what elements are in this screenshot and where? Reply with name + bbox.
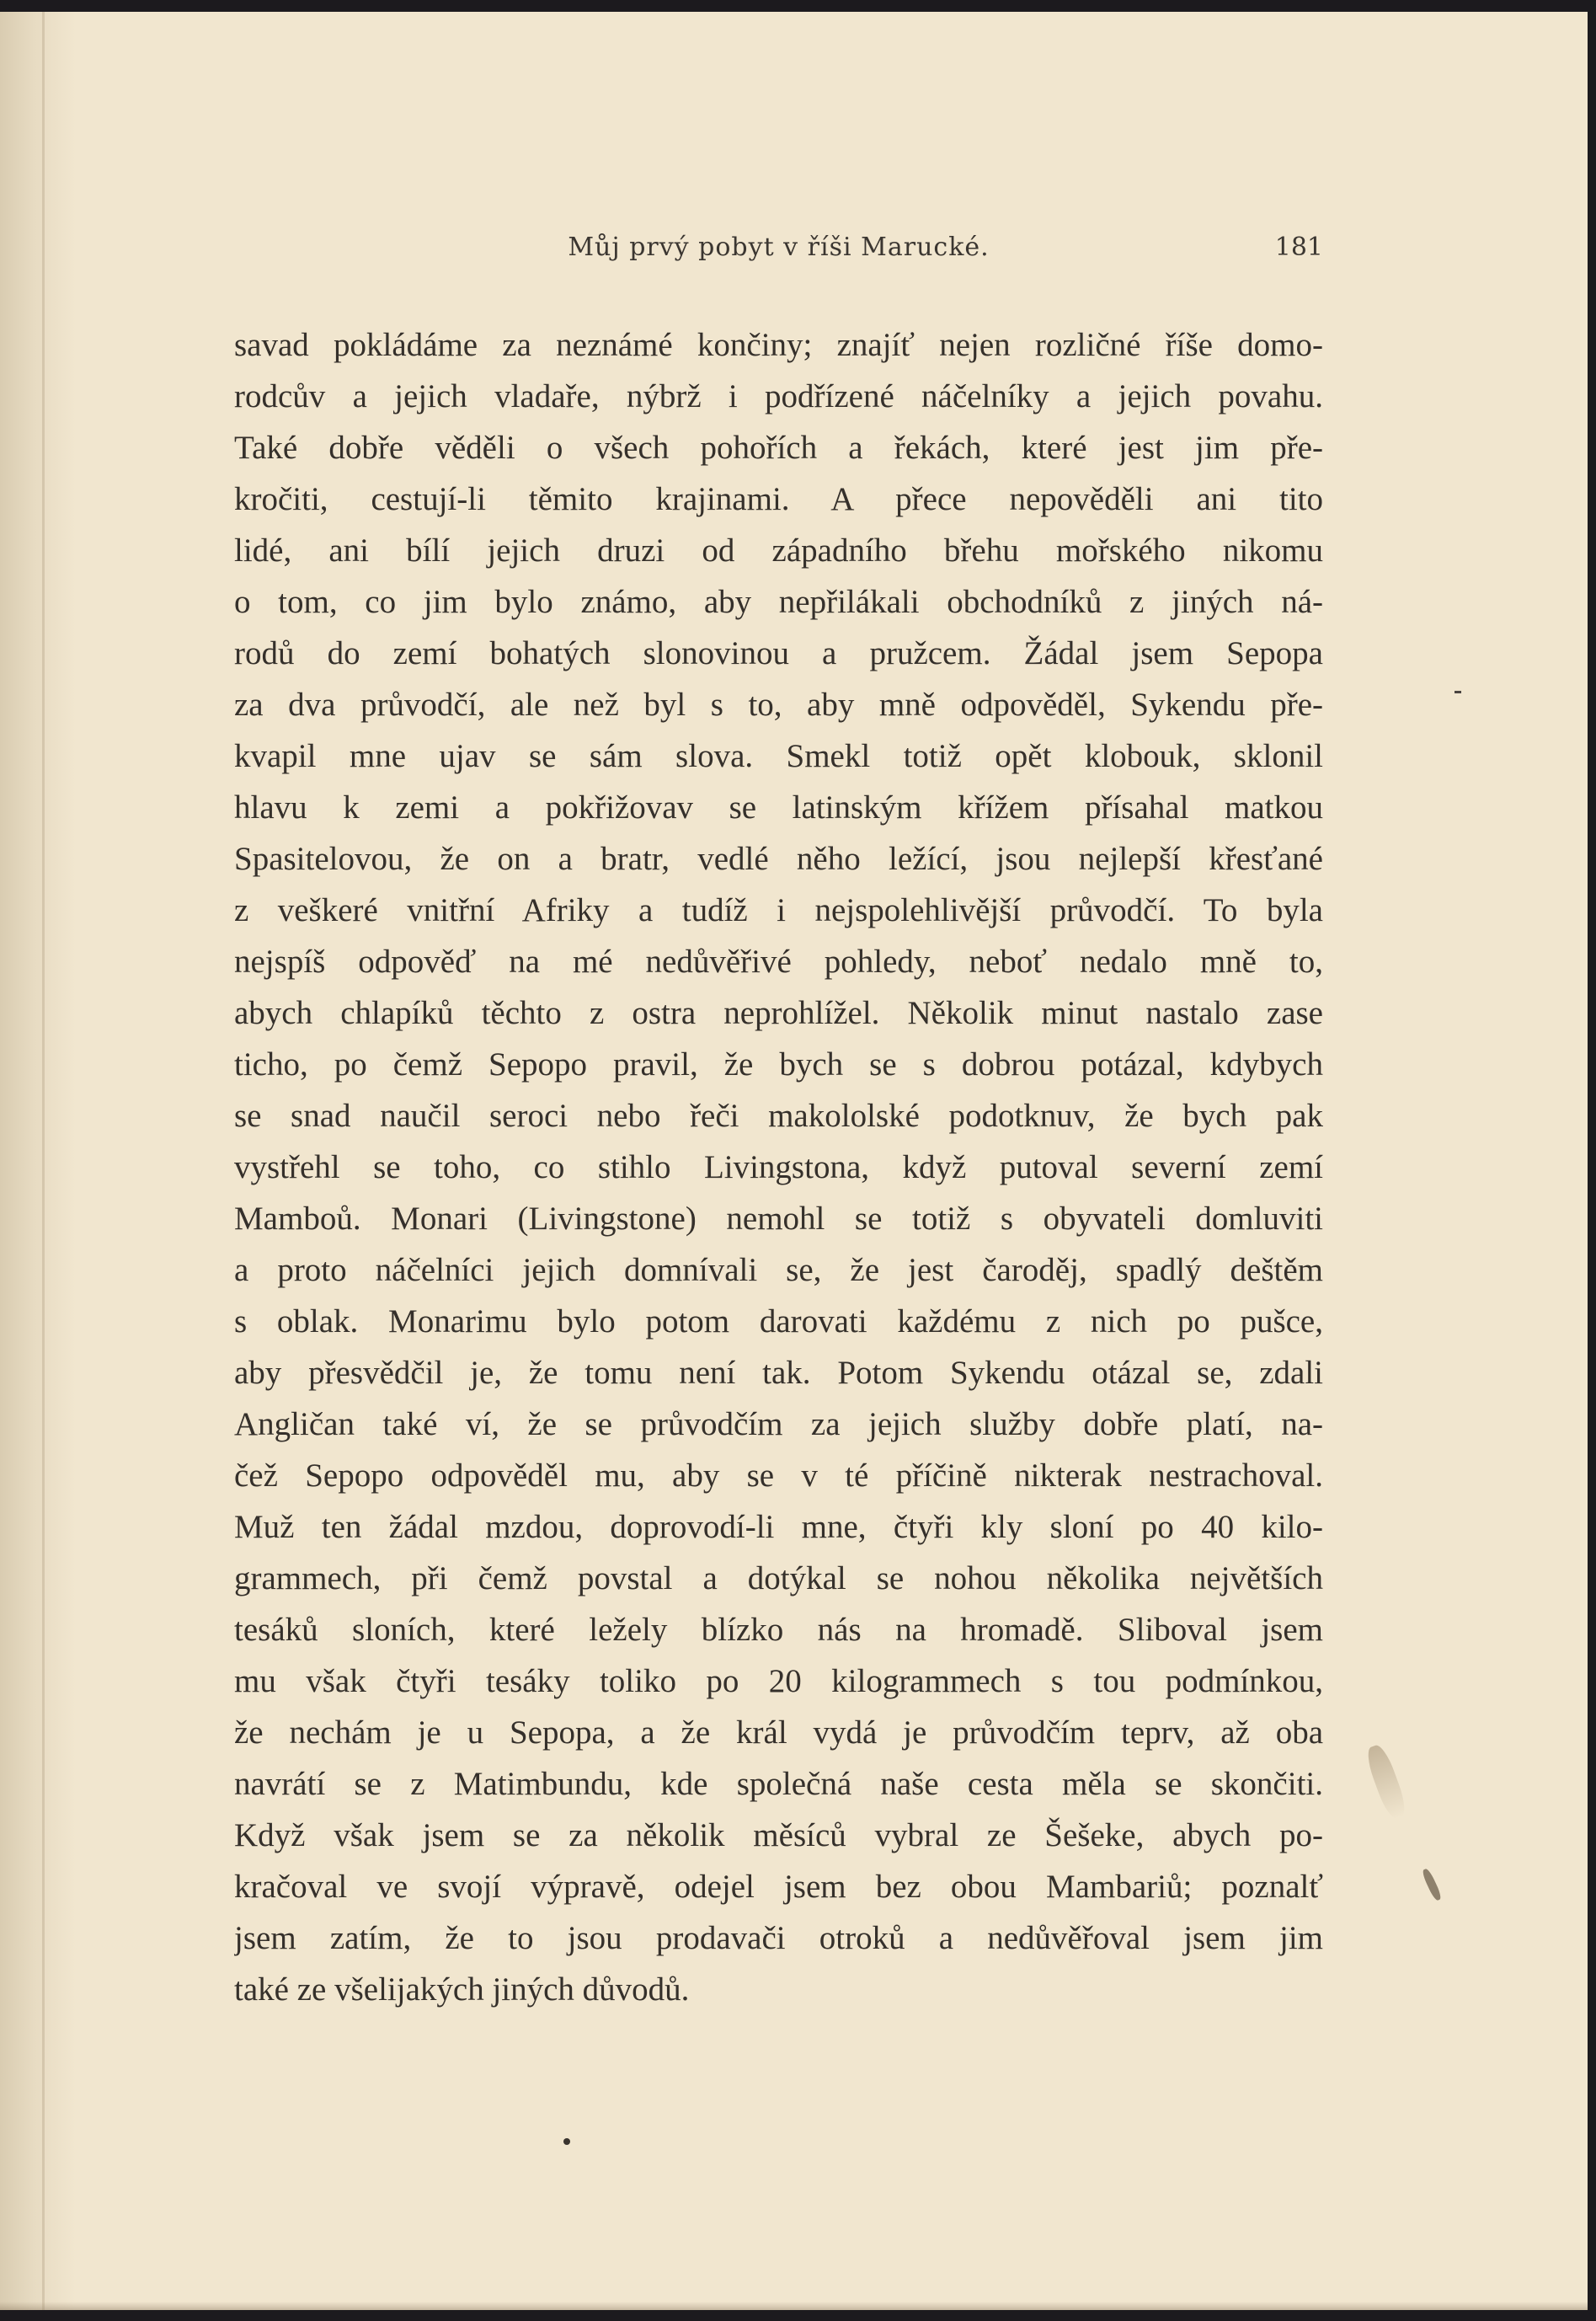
running-head xyxy=(234,233,1323,283)
text-line: savad pokládáme za neznámé končiny; znajíť nejen rozličné říše domo- xyxy=(234,327,1323,363)
paper-smudge xyxy=(1363,1742,1409,1821)
paper-smudge xyxy=(1421,1868,1443,1901)
text-line: ticho, po čemž Sepopo pravil, že bych se s dobrou potázal, kdybych xyxy=(234,1046,1323,1083)
text-line: lidé, ani bílí jejich druzi od západního břehu mořského nikomu xyxy=(234,532,1323,569)
text-line: jsem zatím, že to jsou prodavači otroků a nedůvěřoval jsem jim xyxy=(234,1920,1323,1956)
page-number: 181 xyxy=(1274,233,1323,262)
text-line-last: také ze všelijakých jiných důvodů. xyxy=(234,1971,690,2008)
text-line: Spasitelovou, že on a bratr, vedlé něho ležící, jsou nejlepší křesťané xyxy=(234,841,1323,877)
text-line: nejspíš odpověď na mé nedůvěřivé pohledy, neboť nedalo mně to, xyxy=(234,944,1323,980)
text-line: kvapil mne ujav se sám slova. Smekl totiž opět klobouk, sklonil xyxy=(234,738,1323,774)
text-line: z veškeré vnitřní Afriky a tudíž i nejspolehlivější průvodčí. To byla xyxy=(234,892,1323,928)
text-line: a proto náčelníci jejich domnívali se, že jest čaroděj, spadlý deštěm xyxy=(234,1252,1323,1288)
text-line: Když však jsem se za několik měsíců vybral ze Šešeke, abych po- xyxy=(234,1817,1323,1853)
body-text xyxy=(234,319,1323,2015)
margin-dash-mark xyxy=(1455,691,1461,693)
text-line: aby přesvědčil je, že tomu není tak. Potom Sykendu otázal se, zdali xyxy=(234,1355,1323,1391)
text-line: Muž ten žádal mzdou, doprovodí-li mne, čtyři kly sloní po 40 kilo- xyxy=(234,1509,1323,1545)
text-line: za dva průvodčí, ale než byl s to, aby mně odpověděl, Sykendu pře- xyxy=(234,687,1323,723)
text-line: s oblak. Monarimu bylo potom darovati každému z nich po pušce, xyxy=(234,1303,1323,1340)
text-line: mu však čtyři tesáky toliko po 20 kilogrammech s tou podmínkou, xyxy=(234,1663,1323,1699)
text-line: vystřehl se toho, co stihlo Livingstona, když putoval severní zemí xyxy=(234,1149,1323,1185)
text-line: Angličan také ví, že se průvodčím za jejich služby dobře platí, na- xyxy=(234,1406,1323,1442)
ink-dot-mark xyxy=(563,2138,570,2145)
text-line: rodů do zemí bohatých slonovinou a pružcem. Žádal jsem Sepopa xyxy=(234,635,1323,671)
text-line: rodcův a jejich vladaře, nýbrž i podřízené náčelníky a jejich povahu. xyxy=(234,378,1323,414)
text-line: že nechám je u Sepopa, a že král vydá je průvodčím teprv, až oba xyxy=(234,1714,1323,1751)
text-line: navrátí se z Matimbundu, kde společná naše cesta měla se skončiti. xyxy=(234,1766,1323,1802)
text-line: Mamboů. Monari (Livingstone) nemohl se totiž s obyvateli domluviti xyxy=(234,1201,1323,1237)
text-line: o tom, co jim bylo známo, aby nepřilákali obchodníků z jiných ná- xyxy=(234,584,1323,620)
text-line: abych chlapíků těchto z ostra neprohlížel. Několik minut nastalo zase xyxy=(234,995,1323,1031)
text-line: tesáků sloních, které ležely blízko nás na hromadě. Sliboval jsem xyxy=(234,1612,1323,1648)
page-bottom-edge xyxy=(0,2302,1588,2310)
text-line: kročiti, cestují-li těmito krajinami. A přece nepověděli ani tito xyxy=(234,481,1323,517)
text-line: kračoval ve svojí výpravě, odejel jsem bez obou Mambariů; poznalť xyxy=(234,1869,1323,1905)
text-line: hlavu k zemi a pokřižovav se latinským křížem přísahal matkou xyxy=(234,789,1323,826)
running-title: Můj prvý pobyt v říši Marucké. xyxy=(568,233,990,262)
book-page xyxy=(0,12,1588,2310)
text-line: grammech, při čemž povstal a dotýkal se nohou několika největších xyxy=(234,1560,1323,1596)
text-line: čež Sepopo odpověděl mu, aby se v té příčině nikterak nestrachoval. xyxy=(234,1457,1323,1494)
text-line: Také dobře věděli o všech pohořích a řekách, které jest jim pře- xyxy=(234,430,1323,466)
text-line: se snad naučil seroci nebo řeči makololské podotknuv, že bych pak xyxy=(234,1098,1323,1134)
